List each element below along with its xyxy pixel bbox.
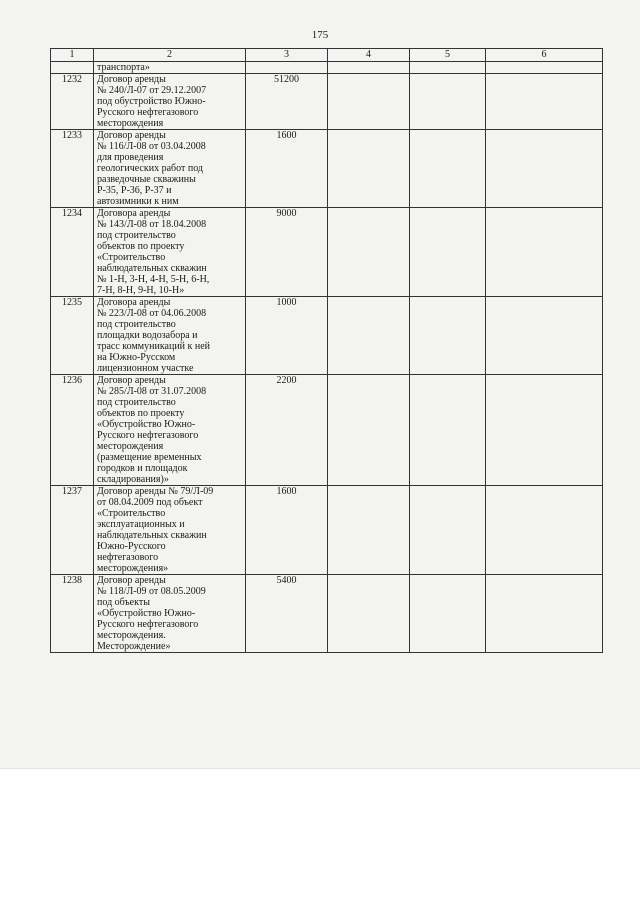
cell-col4	[328, 62, 410, 74]
table-row	[51, 575, 603, 653]
register-table	[50, 48, 603, 653]
cell-col5	[410, 208, 486, 297]
cell-number	[51, 62, 94, 74]
cell-col5	[410, 74, 486, 130]
table-row	[51, 375, 603, 486]
cell-value: 1600	[246, 130, 328, 208]
cell-value: 1000	[246, 297, 328, 375]
cell-col4	[328, 486, 410, 575]
cell-value: 5400	[246, 575, 328, 653]
page-number: 175	[311, 29, 329, 41]
column-header: 4	[328, 49, 410, 62]
cell-description: Договор аренды № 79/Л-09 от 08.04.2009 под объект «Строительство эксплуатационных и наблюдательных скважин Южно-Русского нефтегазового месторождения»	[94, 486, 246, 575]
cell-number: 1234	[51, 208, 94, 297]
column-header: 1	[51, 49, 94, 62]
cell-description: транспорта»	[94, 62, 246, 74]
cell-value: 2200	[246, 375, 328, 486]
cell-number: 1232	[51, 74, 94, 130]
cell-col4	[328, 375, 410, 486]
cell-description: Договор аренды № 116/Л-08 от 03.04.2008 для проведения геологических работ под разведочные скважины Р-35, Р-36, Р-37 и автозимники к ним	[94, 130, 246, 208]
cell-value	[246, 62, 328, 74]
cell-number: 1236	[51, 375, 94, 486]
table-row	[51, 486, 603, 575]
table-row	[51, 297, 603, 375]
table-row	[51, 130, 603, 208]
cell-value: 51200	[246, 74, 328, 130]
cell-col6	[486, 375, 603, 486]
cell-col6	[486, 208, 603, 297]
cell-col5	[410, 130, 486, 208]
cell-col5	[410, 62, 486, 74]
cell-number: 1233	[51, 130, 94, 208]
cell-value: 9000	[246, 208, 328, 297]
cell-description: Договор аренды № 240/Л-07 от 29.12.2007 под обустройство Южно- Русского нефтегазового месторождения	[94, 74, 246, 130]
cell-description: Договора аренды № 143/Л-08 от 18.04.2008 под строительство объектов по проекту «Строительство наблюдательных скважин № 1-Н, 3-Н, 4-Н, 5-Н, 6-Н, 7-Н, 8-Н, 9-Н, 10-Н»	[94, 208, 246, 297]
table-body	[51, 74, 603, 653]
column-header: 5	[410, 49, 486, 62]
cell-value: 1600	[246, 486, 328, 575]
cell-col6	[486, 74, 603, 130]
cell-description: Договор аренды № 118/Л-09 от 08.05.2009 под объекты «Обустройство Южно- Русского нефтегазового месторождения. Месторождение»	[94, 575, 246, 653]
cell-col4	[328, 74, 410, 130]
cell-col4	[328, 297, 410, 375]
cell-description: Договор аренды № 285/Л-08 от 31.07.2008 под строительство объектов по проекту «Обустройство Южно- Русского нефтегазового месторождения (размещение временных городков и площадок складирования)»	[94, 375, 246, 486]
cell-col6	[486, 575, 603, 653]
cell-number: 1238	[51, 575, 94, 653]
cell-col5	[410, 375, 486, 486]
column-header: 6	[486, 49, 603, 62]
cell-number: 1237	[51, 486, 94, 575]
cell-col5	[410, 486, 486, 575]
cell-col6	[486, 297, 603, 375]
table-row	[51, 208, 603, 297]
cell-col6	[486, 62, 603, 74]
cell-col5	[410, 297, 486, 375]
table-row	[51, 74, 603, 130]
cell-col4	[328, 208, 410, 297]
cell-description: Договора аренды № 223/Л-08 от 04.06.2008 под строительство площадки водозабора и трасс коммуникаций к ней на Южно-Русском лицензионном участке	[94, 297, 246, 375]
header-row	[51, 49, 603, 62]
column-header: 3	[246, 49, 328, 62]
continuation-row	[51, 62, 603, 74]
column-header: 2	[94, 49, 246, 62]
cell-col4	[328, 575, 410, 653]
cell-col5	[410, 575, 486, 653]
cell-col6	[486, 486, 603, 575]
cell-col4	[328, 130, 410, 208]
cell-number: 1235	[51, 297, 94, 375]
cell-col6	[486, 130, 603, 208]
